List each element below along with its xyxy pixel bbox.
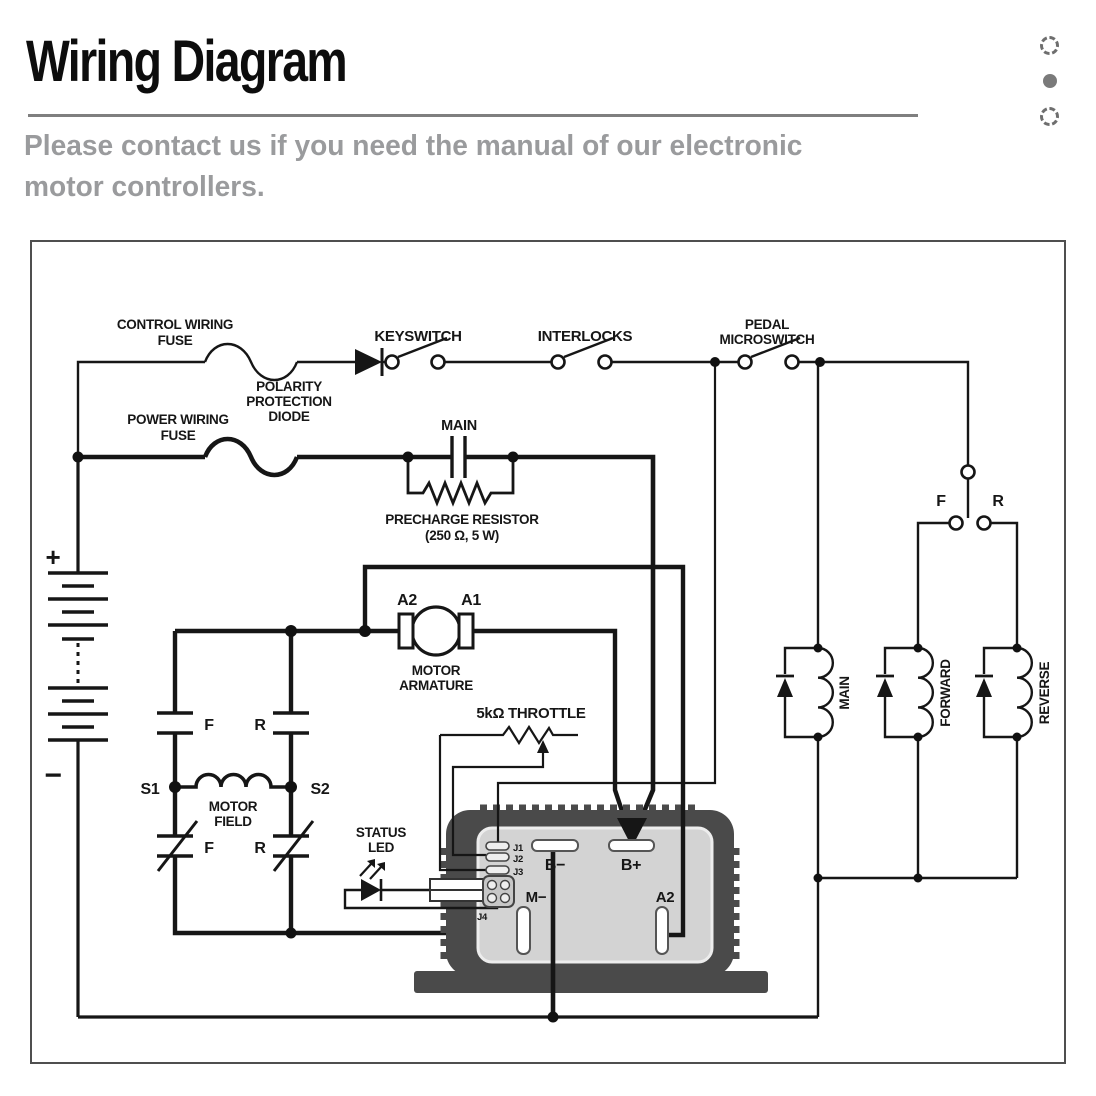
j1-pin	[486, 842, 509, 850]
b-plus-terminal	[609, 840, 654, 851]
armature-brush-a1	[459, 614, 473, 648]
interlocks-contact-left	[552, 356, 565, 369]
label-a2-terminal: A2	[655, 889, 675, 906]
precharge-resistor-symbol	[408, 457, 513, 503]
title-divider	[28, 114, 918, 117]
fr-reverse-contact	[978, 517, 991, 530]
label-j4: J4	[477, 912, 487, 923]
label-keyswitch: KEYSWITCH	[374, 328, 462, 345]
label-throttle: 5kΩ THROTTLE	[476, 705, 586, 722]
carousel-indicators	[1040, 36, 1059, 126]
label-polarity-2: PROTECTION	[246, 394, 332, 409]
forward-coil	[918, 648, 933, 737]
j2-pin	[486, 853, 509, 861]
label-control-fuse-2: FUSE	[157, 333, 193, 348]
label-battery-plus: +	[45, 542, 61, 572]
label-coil-main: MAIN	[837, 676, 852, 710]
f-upper-contact	[157, 713, 193, 733]
main-coil	[818, 648, 833, 737]
control-fuse-symbol	[205, 344, 297, 380]
keyswitch-contact-left	[386, 356, 399, 369]
reverse-coil	[1017, 648, 1032, 737]
f-lower-nc-slash	[158, 821, 197, 871]
subtitle-line2: motor controllers.	[24, 171, 265, 203]
page-title: Wiring Diagram	[26, 29, 347, 94]
label-control-fuse-1: CONTROL WIRING	[116, 317, 234, 332]
j4-connector	[483, 876, 514, 907]
label-coil-forward: FORWARD	[938, 659, 953, 727]
label-fr-f: F	[936, 493, 946, 510]
label-j2: J2	[513, 854, 523, 865]
control-wiring-line	[78, 338, 1017, 648]
label-precharge-1: PRECHARGE RESISTOR	[385, 512, 539, 527]
keyswitch-contact-right	[432, 356, 445, 369]
motor-armature-symbol	[399, 607, 473, 655]
r-upper-contact	[273, 713, 309, 733]
pedal-contact-left	[739, 356, 752, 369]
label-polarity-1: POLARITY	[256, 379, 322, 394]
armature-brush-a2	[399, 614, 413, 648]
label-f-lower: F	[204, 840, 214, 857]
status-led-symbol	[360, 859, 385, 901]
j3-pin	[486, 866, 509, 874]
label-power-fuse-2: FUSE	[160, 428, 196, 443]
label-status-led-1: STATUS	[355, 825, 407, 840]
label-motor-field-1: MOTOR	[208, 799, 258, 814]
throttle-resistor	[440, 727, 578, 743]
label-main-contactor: MAIN	[441, 418, 477, 434]
pedal-contact-right	[786, 356, 799, 369]
carousel-prev-icon[interactable]	[1040, 36, 1059, 55]
label-b-minus: B−	[544, 857, 566, 874]
label-polarity-3: DIODE	[268, 409, 310, 424]
label-motor-armature-2: ARMATURE	[399, 678, 473, 693]
label-interlocks: INTERLOCKS	[537, 328, 633, 345]
switch-contacts	[386, 356, 991, 530]
r-lower-nc-slash	[274, 821, 313, 871]
f-lower-contact	[157, 836, 193, 856]
label-battery-minus: −	[44, 759, 62, 792]
label-m-minus: M−	[525, 889, 547, 906]
label-j1: J1	[513, 843, 523, 854]
label-pedal-2: MICROSWITCH	[719, 332, 815, 347]
label-armature-a1: A1	[461, 592, 481, 609]
fr-forward-contact	[950, 517, 963, 530]
label-power-fuse-1: POWER WIRING	[127, 412, 229, 427]
label-armature-a2: A2	[397, 592, 417, 609]
label-r-lower: R	[254, 840, 266, 857]
led-plug-connector	[430, 879, 487, 901]
label-b-plus: B+	[620, 857, 642, 874]
label-f-upper: F	[204, 717, 214, 734]
b-minus-terminal	[532, 840, 578, 851]
label-s2: S2	[310, 781, 330, 798]
wiring-diagram-svg	[32, 242, 1064, 1062]
label-motor-armature-1: MOTOR	[411, 663, 461, 678]
r-lower-contact	[273, 836, 309, 856]
label-pedal-1: PEDAL	[744, 317, 790, 332]
coil-flyback-diodes	[777, 678, 992, 697]
label-r-upper: R	[254, 717, 266, 734]
subtitle-line1: Please contact us if you need the manual of our electronic	[24, 130, 803, 162]
interlocks-contact-right	[599, 356, 612, 369]
label-s1: S1	[140, 781, 160, 798]
label-coil-reverse: REVERSE	[1037, 661, 1052, 725]
wiring-diagram-panel	[30, 240, 1066, 1064]
carousel-next-icon[interactable]	[1040, 107, 1059, 126]
a2-terminal	[656, 907, 668, 954]
carousel-current-icon[interactable]	[1043, 74, 1057, 88]
label-fr-r: R	[992, 493, 1004, 510]
page-subtitle	[24, 126, 916, 208]
polarity-protection-diode-symbol	[355, 348, 382, 376]
label-motor-field-2: FIELD	[214, 814, 252, 829]
fr-common-contact	[962, 466, 975, 479]
led-emission-arrows	[360, 864, 381, 879]
contactor-coils	[776, 648, 1032, 1017]
power-fuse-symbol	[205, 439, 297, 475]
m-minus-terminal	[517, 907, 530, 954]
label-j3: J3	[513, 867, 523, 878]
label-status-led-2: LED	[367, 840, 395, 855]
label-precharge-2: (250 Ω, 5 W)	[425, 528, 499, 543]
motor-field-coil	[175, 775, 291, 788]
